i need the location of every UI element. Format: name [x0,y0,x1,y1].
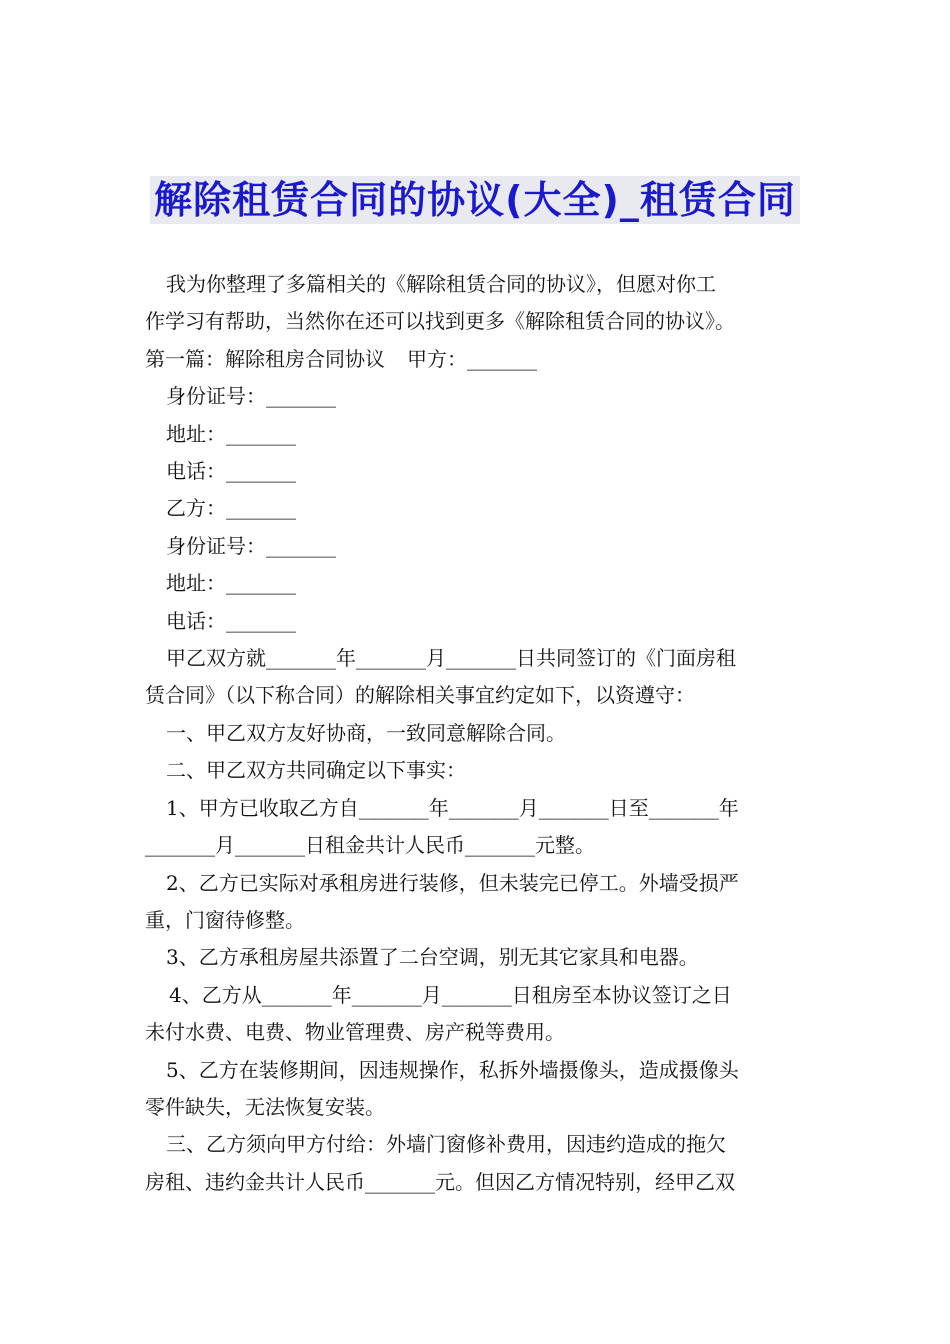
document-body [145,266,810,1201]
clause-line: 房租、违约金共计人民币_______元。但因乙方情况特别，经甲乙双 [145,1169,735,1194]
clause-line: _______月_______日租金共计人民币_______元整。 [145,833,595,858]
title-container [0,176,950,224]
party-b-phone-field: 电话：_______ [166,608,296,633]
clause-line: 未付水费、电费、物业管理费、房产税等费用。 [145,1020,565,1045]
clause-line: 三、乙方须向甲方付给：外墙门窗修补费用，因违约造成的拖欠 [166,1132,726,1157]
party-b-id-field: 身份证号：_______ [166,533,336,558]
clause-line: 2、乙方已实际对承租房进行装修，但未装完已停工。外墙受损严 [166,870,739,895]
clause-line: 4、乙方从_______年_______月_______日租房至本协议签订之日 [169,982,732,1007]
party-b-field: 乙方：_______ [166,496,296,521]
clause-line: 二、甲乙双方共同确定以下事实： [166,758,466,783]
clause-line: 1、甲方已收取乙方自_______年_______月_______日至_______年 [166,795,739,820]
clause-line: 一、甲乙双方友好协商，一致同意解除合同。 [166,720,566,745]
party-a-field: 甲方：_______ [407,346,537,371]
clause-line: 重，门窗待修整。 [145,907,305,932]
paragraph-line: 甲乙双方就_______年_______月_______日共同签订的《门面房租 [166,646,736,671]
paragraph-line: 作学习有帮助，当然你在还可以找到更多《解除租赁合同的协议》。 [145,309,735,334]
paragraph-line: 赁合同》（以下称合同）的解除相关事宜约定如下，以资遵守： [145,683,695,708]
section-heading: 第一篇：解除租房合同协议 [145,346,385,371]
party-b-address-field: 地址：_______ [166,571,296,596]
paragraph-line: 我为你整理了多篇相关的《解除租赁合同的协议》，但愿对你工 [166,272,716,296]
clause-line: 零件缺失，无法恢复安装。 [145,1094,385,1119]
party-a-phone-field: 电话：_______ [166,459,296,484]
party-a-id-field: 身份证号：_______ [166,384,336,409]
document-title: 解除租赁合同的协议(大全)_租赁合同 [150,176,800,224]
clause-line: 3、乙方承租房屋共添置了二台空调，别无其它家具和电器。 [166,945,699,970]
paragraph-line [145,341,810,378]
party-a-address-field: 地址：_______ [166,421,296,446]
clause-line: 5、乙方在装修期间，因违规操作，私拆外墙摄像头，造成摄像头 [166,1057,739,1082]
